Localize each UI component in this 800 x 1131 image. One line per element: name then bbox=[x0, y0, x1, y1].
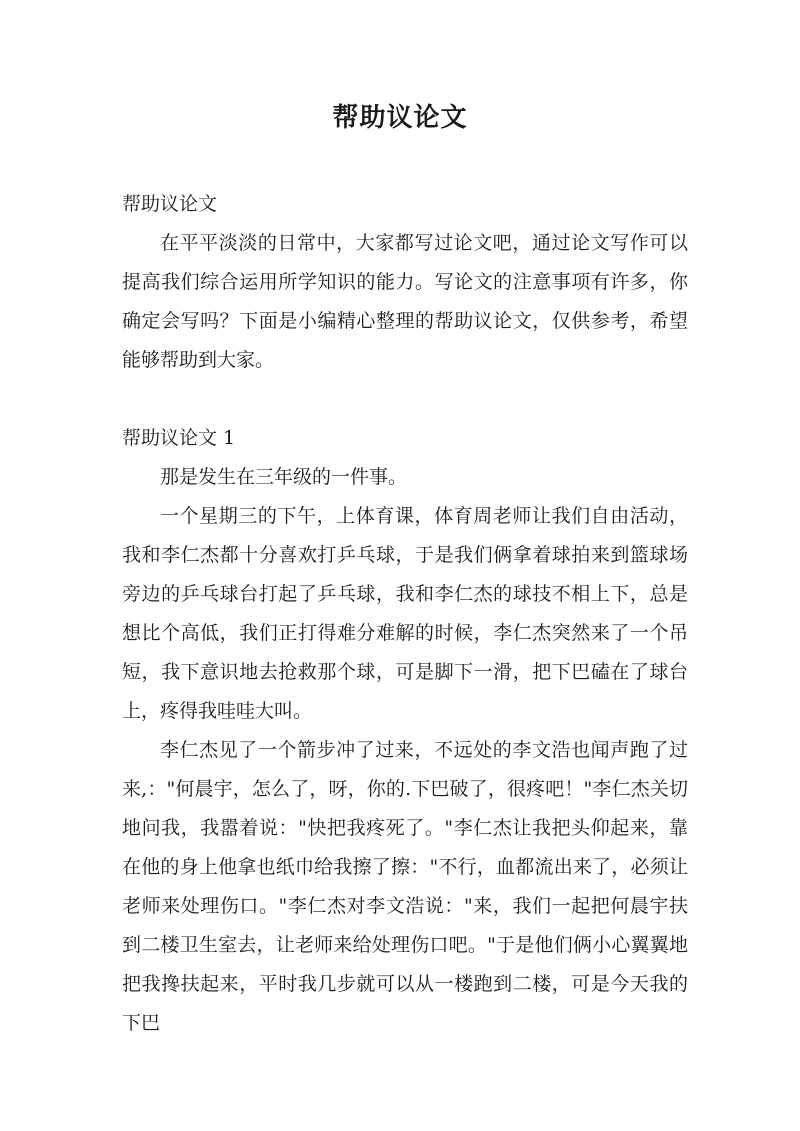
document-body bbox=[122, 185, 688, 1043]
body-paragraph-2: 一个星期三的下午，上体育课，体育周老师让我们自由活动，我和李仁杰都十分喜欢打乒乓球，于是我们俩拿着球拍来到篮球场旁边的乒乓球台打起了乒乓球，我和李仁杰的球技不相上下，总是想比个高低，我们正打得难分难解的时候，李仁杰突然来了一个吊短，我下意识地去抢救那个球，可是脚下一滑，把下巴磕在了球台上，疼得我哇哇大叫。 bbox=[122, 505, 688, 722]
document-title: 帮助议论文 bbox=[332, 103, 468, 133]
section-heading: 帮助议论文 1 bbox=[122, 427, 236, 449]
intro-heading: 帮助议论文 bbox=[122, 193, 218, 215]
intro-paragraph: 在平平淡淡的日常中，大家都写过论文吧，通过论文写作可以提高我们综合运用所学知识的能力。写论文的注意事项有许多，你确定会写吗？下面是小编精心整理的帮助议论文，仅供参考，希望能够帮助到大家。 bbox=[122, 232, 688, 371]
body-paragraph-1: 那是发生在三年级的一件事。 bbox=[160, 466, 408, 488]
paragraph-spacer bbox=[122, 380, 688, 419]
body-paragraph-3: 李仁杰见了一个箭步冲了过来，不远处的李文浩也闻声跑了过来,："何晨宇，怎么了，呀，你的.下巴破了，很疼吧！"李仁杰关切地问我，我嚣着说："快把我疼死了。"李仁杰让我把头仰起来，靠在他的身上他拿也纸巾给我擦了擦："不行，血都流出来了，必须让老师来处理伤口。"李仁杰对李文浩说："来，我们一起把何晨宇扶到二楼卫生室去，让老师来给处理伤口吧。"于是他们俩小心翼翼地把我搀扶起来，平时我几步就可以从一楼跑到二楼，可是今天我的下巴 bbox=[122, 739, 688, 1034]
